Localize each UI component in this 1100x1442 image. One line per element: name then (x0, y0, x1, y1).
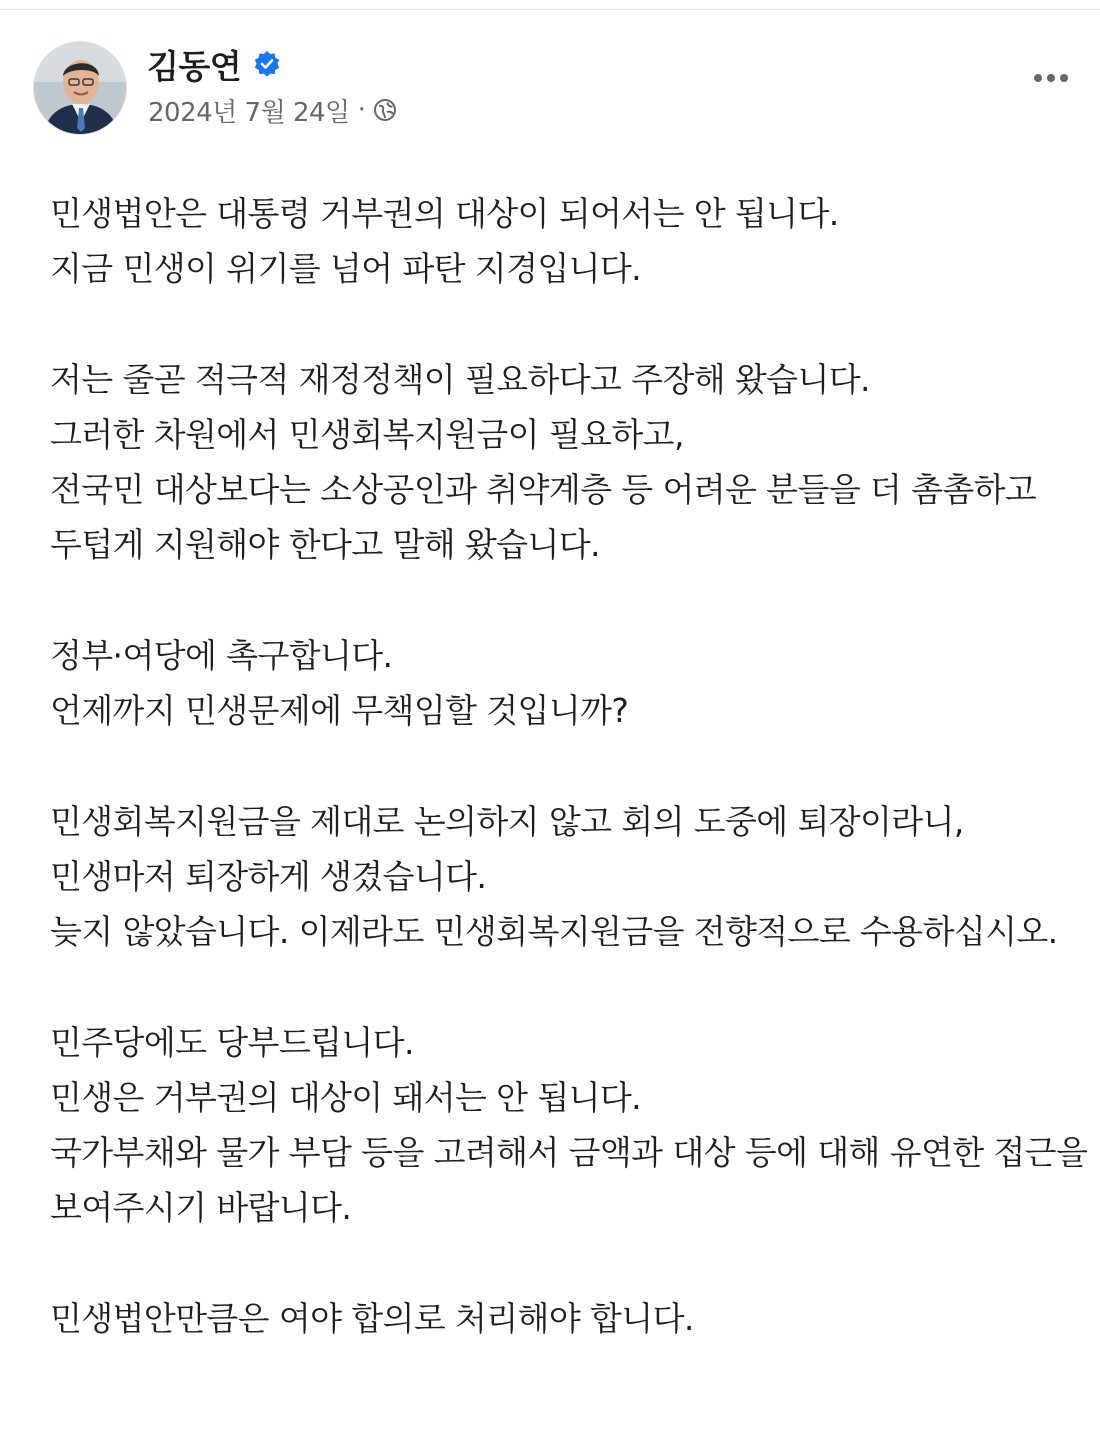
post-text-line: 두텁게 지원해야 한다고 말해 왔습니다. (50, 525, 600, 564)
post-text-line: 정부·여당에 촉구합니다. (50, 636, 393, 675)
author-name[interactable]: 김동연 (147, 46, 242, 86)
post-text-line: 민생회복지원금을 제대로 논의하지 않고 회의 도중에 퇴장이라니, (50, 802, 964, 841)
more-options-button[interactable] (1029, 62, 1073, 94)
post-paragraph (50, 1291, 1080, 1346)
post-text-line: 민주당에도 당부드립니다. (50, 1023, 414, 1062)
post-paragraph (50, 794, 1080, 959)
post-paragraph (50, 628, 1080, 738)
post-paragraph (50, 186, 1080, 296)
profile-photo-icon (34, 42, 127, 135)
post-text-line: 민생법안만큼은 여야 합의로 처리해야 합니다. (50, 1299, 694, 1338)
post-text-line: 민생은 거부권의 대상이 돼서는 안 됩니다. (50, 1078, 642, 1117)
post-text-line: 늦지 않았습니다. 이제라도 민생회복지원금을 전향적으로 수용하십시오. (50, 912, 1058, 951)
post-text-line: 민생법안은 대통령 거부권의 대상이 되어서는 안 됩니다. (50, 194, 839, 233)
post-timestamp[interactable]: 2024년 7월 24일 (148, 97, 350, 128)
globe-icon (373, 98, 397, 122)
post-text-line: 보여주시기 바랍니다. (50, 1188, 352, 1227)
post-text-line: 지금 민생이 위기를 넘어 파탄 지경입니다. (50, 249, 642, 288)
post-text-line: 민생마저 퇴장하게 생겼습니다. (50, 857, 487, 896)
post-body (50, 186, 1088, 1346)
verified-badge-icon (253, 50, 281, 78)
post-text-line: 전국민 대상보다는 소상공인과 취약계층 등 어려운 분들을 더 촘촘하고 (50, 470, 1037, 509)
meta-separator: · (357, 95, 366, 125)
post-paragraph (50, 352, 1080, 572)
post-paragraph (50, 1015, 1088, 1235)
author-avatar[interactable] (33, 41, 127, 135)
more-horizontal-icon (1033, 73, 1069, 83)
post-meta (148, 92, 397, 128)
author-line (147, 42, 281, 86)
post-text-line: 그러한 차원에서 민생회복지원금이 필요하고, (50, 415, 684, 454)
post-text-line: 저는 줄곧 적극적 재정정책이 필요하다고 주장해 왔습니다. (50, 360, 870, 399)
post-text-line: 언제까지 민생문제에 무책임할 것입니까? (50, 691, 629, 730)
top-divider (0, 0, 1100, 10)
post-text-line: 국가부채와 물가 부담 등을 고려해서 금액과 대상 등에 대해 유연한 접근을 (50, 1133, 1088, 1172)
post-header (33, 40, 1073, 136)
